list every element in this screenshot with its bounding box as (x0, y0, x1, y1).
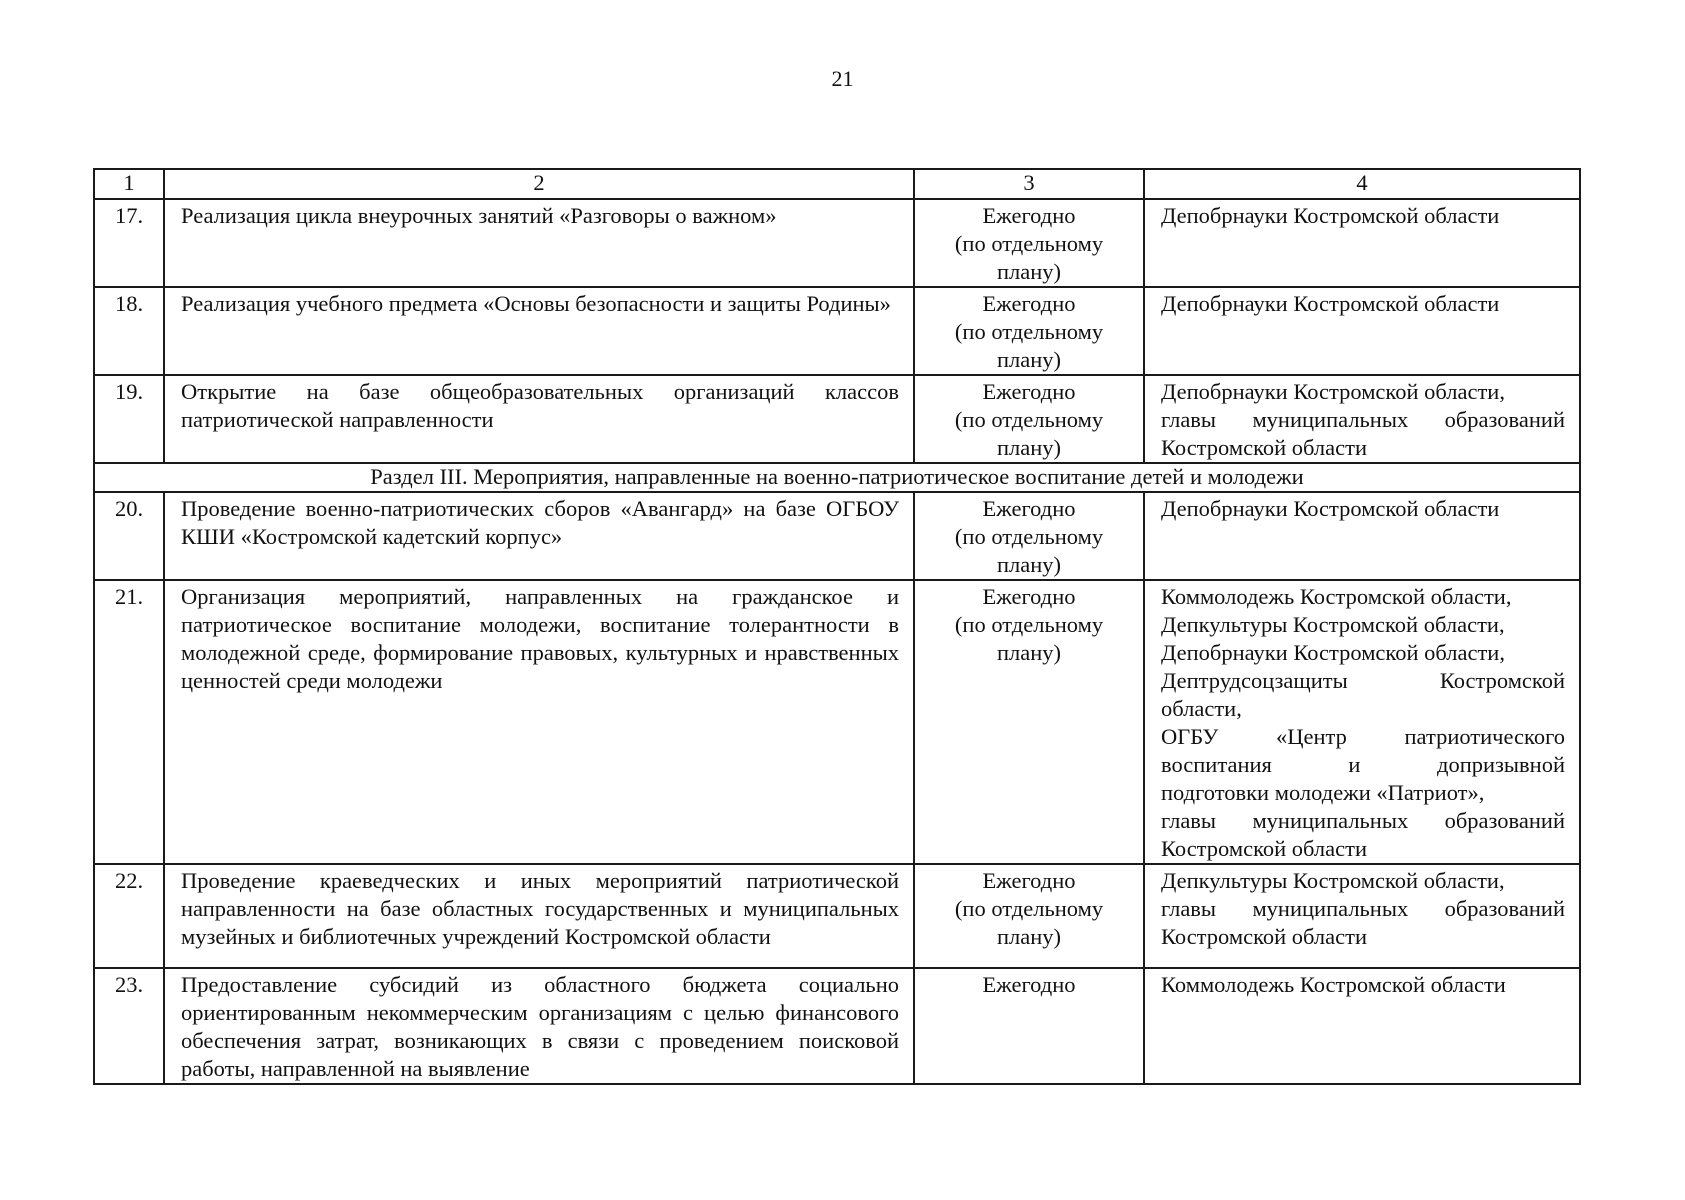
responsible-cell (1144, 375, 1580, 463)
term-line: плану) (996, 552, 1062, 577)
activity-name: Предоставление субсидий из областного бюджета социально ориентированным некоммерческим организациям с целью финансового обеспечения затрат, возникающих в связи с проведением поисковой работы, направленной на выявление (164, 968, 914, 1084)
term-line: плану) (996, 347, 1062, 372)
responsible-line: Депкультуры Костромской области, (1161, 612, 1505, 637)
term-line: Ежегодно (982, 203, 1076, 228)
responsible-cell (1144, 968, 1580, 1084)
responsible-line: Коммолодежь Костромской области (1161, 972, 1506, 997)
table-row (94, 864, 1580, 968)
responsible-line: Дептрудсоцзащиты Костромской (1161, 668, 1565, 693)
row-number: 21. (94, 580, 164, 864)
responsible-line: Депобрнауки Костромской области (1161, 291, 1500, 316)
table-header-row (94, 169, 1580, 199)
responsible-line: Коммолодежь Костромской области, (1161, 584, 1512, 609)
term-cell (914, 199, 1144, 287)
term-line: Ежегодно (982, 972, 1076, 997)
term-cell (914, 375, 1144, 463)
term-line: плану) (996, 435, 1062, 460)
term-line: плану) (996, 259, 1062, 284)
activity-name: Проведение краеведческих и иных мероприятий патриотической направленности на базе областных государственных и муниципальных музейных и библиотечных учреждений Костромской области (164, 864, 914, 968)
responsible-cell (1144, 580, 1580, 864)
term-line: (по отдельному (954, 319, 1104, 344)
row-number: 23. (94, 968, 164, 1084)
column-header-2: 2 (164, 169, 914, 199)
plan-table (93, 168, 1581, 1085)
column-header-1: 1 (94, 169, 164, 199)
activity-name: Реализация учебного предмета «Основы безопасности и защиты Родины» (164, 287, 914, 375)
responsible-line: воспитания и допризывной (1161, 752, 1565, 777)
activity-name: Проведение военно-патриотических сборов «Авангард» на базе ОГБОУ КШИ «Костромской кадетский корпус» (164, 492, 914, 580)
table-row (94, 199, 1580, 287)
responsible-line: Депкультуры Костромской области, (1161, 868, 1505, 893)
responsible-cell (1144, 199, 1580, 287)
term-line: Ежегодно (982, 291, 1076, 316)
plan-table-body (94, 169, 1580, 1084)
term-cell (914, 968, 1144, 1084)
responsible-line: ОГБУ «Центр патриотического (1161, 724, 1565, 749)
term-line: (по отдельному (954, 407, 1104, 432)
term-line: Ежегодно (982, 868, 1076, 893)
term-line: (по отдельному (954, 231, 1104, 256)
table-row (94, 492, 1580, 580)
column-header-4: 4 (1144, 169, 1580, 199)
term-line: плану) (996, 924, 1062, 949)
term-line: (по отдельному (954, 524, 1104, 549)
responsible-line: Костромской области (1161, 836, 1368, 861)
responsible-line: главы муниципальных образований (1161, 407, 1565, 432)
term-cell (914, 580, 1144, 864)
term-line: Ежегодно (982, 496, 1076, 521)
responsible-line: Депобрнауки Костромской области (1161, 496, 1500, 521)
responsible-line: Депобрнауки Костромской области, (1161, 379, 1505, 404)
term-cell (914, 492, 1144, 580)
page-number: 21 (831, 66, 854, 91)
term-cell (914, 287, 1144, 375)
table-row (94, 375, 1580, 463)
activity-name: Организация мероприятий, направленных на гражданское и патриотическое воспитание молодежи, воспитание толерантности в молодежной среде, формирование правовых, культурных и нравственных ценностей среди молодежи (164, 580, 914, 864)
responsible-line: подготовки молодежи «Патриот», (1161, 780, 1485, 805)
column-header-3: 3 (914, 169, 1144, 199)
row-number: 17. (94, 199, 164, 287)
row-number: 18. (94, 287, 164, 375)
section-title: Раздел III. Мероприятия, направленные на военно-патриотическое воспитание детей и молодежи (94, 463, 1580, 492)
responsible-cell (1144, 287, 1580, 375)
responsible-line: области, (1161, 696, 1242, 721)
table-row (94, 580, 1580, 864)
responsible-line: Костромской области (1161, 924, 1368, 949)
row-number: 20. (94, 492, 164, 580)
term-cell (914, 864, 1144, 968)
responsible-line: Костромской области (1161, 435, 1368, 460)
section-row (94, 463, 1580, 492)
row-number: 19. (94, 375, 164, 463)
responsible-line: Депобрнауки Костромской области, (1161, 640, 1505, 665)
activity-name: Реализация цикла внеурочных занятий «Разговоры о важном» (164, 199, 914, 287)
term-line: (по отдельному (954, 896, 1104, 921)
row-number: 22. (94, 864, 164, 968)
responsible-line: Депобрнауки Костромской области (1161, 203, 1500, 228)
term-line: плану) (996, 640, 1062, 665)
term-line: Ежегодно (982, 584, 1076, 609)
responsible-line: главы муниципальных образований (1161, 808, 1565, 833)
responsible-cell (1144, 492, 1580, 580)
term-line: (по отдельному (954, 612, 1104, 637)
responsible-cell (1144, 864, 1580, 968)
table-row (94, 968, 1580, 1084)
term-line: Ежегодно (982, 379, 1076, 404)
table-row (94, 287, 1580, 375)
activity-name: Открытие на базе общеобразовательных организаций классов патриотической направленности (164, 375, 914, 463)
responsible-line: главы муниципальных образований (1161, 896, 1565, 921)
